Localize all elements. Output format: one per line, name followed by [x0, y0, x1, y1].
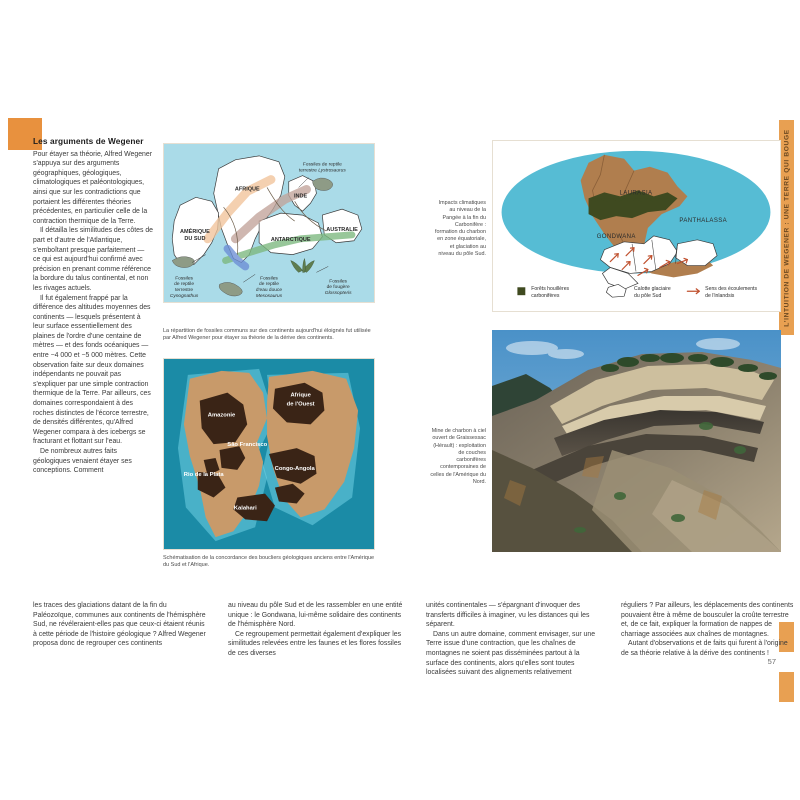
svg-text:AFRIQUE: AFRIQUE	[234, 186, 260, 193]
svg-text:PANTHALASSA: PANTHALASSA	[679, 218, 728, 225]
paragraph: Ce regroupement permettait également d'expliquer les similitudes relevées entre les faunes et les flores fossiles de ces diverses	[228, 630, 402, 657]
article-left-column	[33, 137, 153, 476]
svg-text:du pôle Sud: du pôle Sud	[634, 293, 662, 300]
paragraph: Autant d'observations et de faits qui furent à l'origine de sa théorie relative à la dérive des continents !	[621, 640, 788, 657]
page-number: 57	[767, 657, 776, 666]
figure-coal-mine-photo-caption: Mine de charbon à ciel ouvert de Graissessac (Hérault) : exploitation de couches carbonifères contemporaines de celles de l'Amérique du Nord.	[430, 428, 486, 486]
figure-fossil-map	[163, 143, 375, 303]
svg-text:LAURASIA: LAURASIA	[619, 190, 653, 197]
paragraph: De nombreux autres faits géologiques venaient étayer ses conceptions. Comment	[33, 448, 132, 475]
svg-text:de reptile: de reptile	[259, 282, 279, 288]
figure-coal-mine-photo	[492, 330, 781, 552]
svg-text:São Francisco: São Francisco	[227, 442, 268, 449]
right-accent-block-bottom	[779, 672, 794, 702]
paragraph: Il détailla les similitudes des côtes de part et d'autre de l'Atlantique, s'emboîtant presque parfaitement — ce qui est aujourd'hui confirmé avec précision en prenant comme référence la bordure du talus continental, et non les rivages actuels.	[33, 227, 153, 292]
bottom-column-1	[33, 601, 208, 649]
paragraph: Dans un autre domaine, comment envisager, sur une Terre issue d'une contraction, que les chaînes de montagnes ne soient pas disséminées partout à la surface des continents, alors qu'elles sont toutes localisées suivant des alignements relativement	[426, 630, 596, 677]
svg-text:GONDWANA: GONDWANA	[596, 233, 636, 240]
figure-pangea-map-caption: Impacts climatiques au niveau de la Pangée à la fin du Carbonifère : formation du charbon en zone équatoriale, et glaciation au niveau du pôle Sud.	[435, 200, 486, 258]
figure-craton-map	[163, 358, 375, 550]
figure-fossil-map-caption: La répartition de fossiles communs sur des continents aujourd'hui éloignés fut utilisée par Alfred Wegener pour étayer sa théorie de la dérive des continents.	[163, 328, 371, 342]
svg-text:de reptile: de reptile	[174, 282, 195, 288]
svg-text:d'eau douce: d'eau douce	[255, 288, 283, 294]
svg-text:terrestre Lystrosaurus: terrestre Lystrosaurus	[298, 168, 346, 174]
paragraph: au niveau du pôle Sud et de les rassembler en une entité unique : le Gondwana, lui-même solidaire des continents de l'hémisphère Nord.	[228, 602, 403, 629]
bottom-column-4	[621, 601, 796, 659]
svg-text:Sens des écoulements: Sens des écoulements	[705, 286, 758, 293]
svg-text:Fossiles de reptile: Fossiles de reptile	[302, 162, 342, 168]
svg-text:AMÉRIQUE: AMÉRIQUE	[180, 228, 210, 235]
page-title: Les arguments de Wegener	[33, 136, 144, 146]
svg-text:Glossopteris: Glossopteris	[324, 291, 352, 297]
svg-text:Afrique: Afrique	[290, 392, 311, 399]
paragraph: unités continentales — s'épargnant d'invoquer des transferts difficiles à imaginer, vu les distances qui les séparent.	[426, 602, 590, 629]
svg-text:Congo-Angola: Congo-Angola	[274, 465, 315, 472]
figure-craton-map-caption: Schématisation de la concordance des boucliers géologiques anciens entre l'Amérique du Sud et l'Afrique.	[163, 555, 375, 569]
running-head-bar	[779, 120, 794, 335]
svg-text:DU SUD: DU SUD	[184, 235, 206, 242]
article-bottom-columns	[33, 601, 794, 691]
bottom-column-2	[228, 601, 403, 659]
pangea-legend	[517, 284, 757, 299]
svg-text:Kalahari: Kalahari	[233, 505, 257, 512]
svg-text:de l'inlandsis: de l'inlandsis	[705, 293, 735, 300]
svg-text:de fougère: de fougère	[326, 285, 350, 291]
svg-text:terrestre: terrestre	[175, 288, 194, 294]
svg-text:Forêts houillères: Forêts houillères	[531, 286, 570, 293]
svg-text:Rio de la Plata: Rio de la Plata	[183, 471, 224, 478]
svg-text:carbonifères: carbonifères	[531, 293, 560, 300]
paragraph: les traces des glaciations datant de la fin du Paléozoïque, communes aux continents de l'hémisphère Sud, ne révéleraient-elles pas que ceux-ci étaient réunis à cette période de l'histoire géologique ? Alfred Wegener proposa donc de regrouper ces continents	[33, 602, 206, 648]
svg-text:Mesosaurus: Mesosaurus	[255, 294, 283, 300]
paragraph: Il fut également frappé par la différence des altitudes moyennes des continents — lesquels présentent à leur surface essentiellement des plaines de l'ordre d'une centaine de mètres — et des fonds océaniques — entre −4 000 et −5 000 mètres. Cette observation faite sur deux domaines indépendants ne pouvait pas s'expliquer par une simple contraction thermique de la Terre. Par ailleurs, ces domaines correspondaient à des roches distinctes de l'écorce terrestre, de densités différentes, qu'Alfred Wegener compara à des icebergs se fracturant et flottant sur l'eau.	[33, 294, 151, 446]
svg-text:Fossiles: Fossiles	[329, 279, 347, 285]
svg-text:AUSTRALIE: AUSTRALIE	[326, 226, 358, 233]
svg-text:Fossiles: Fossiles	[260, 276, 278, 282]
paragraph: réguliers ? Par ailleurs, les déplacements des continents pouvaient être à même de bousculer la croûte terrestre et, de ce fait, expliquer la formation de nappes de charriage associées aux chaînes de montagnes.	[621, 602, 794, 638]
bottom-column-3	[426, 601, 601, 678]
svg-text:de l'Ouest: de l'Ouest	[286, 401, 315, 408]
svg-text:INDE: INDE	[294, 193, 308, 200]
svg-text:Cynognathus: Cynognathus	[169, 294, 199, 300]
paragraph: Pour étayer sa théorie, Alfred Wegener s'appuya sur des arguments géographiques, géologiques, climatologiques et paléontologiques, ainsi que sur les contradictions que portaient les différentes théories précédentes, en particulier celle de la contraction thermique de la Terre.	[33, 150, 152, 225]
svg-text:Calotte glaciaire: Calotte glaciaire	[634, 286, 671, 293]
svg-text:ANTARCTIQUE: ANTARCTIQUE	[270, 236, 311, 243]
running-head-text: L'INTUITION DE WEGENER : UNE TERRE QUI BOUGE	[783, 128, 790, 327]
svg-text:Amazonie: Amazonie	[207, 412, 236, 419]
svg-text:Fossiles: Fossiles	[175, 276, 193, 282]
figure-pangea-map	[492, 140, 781, 312]
